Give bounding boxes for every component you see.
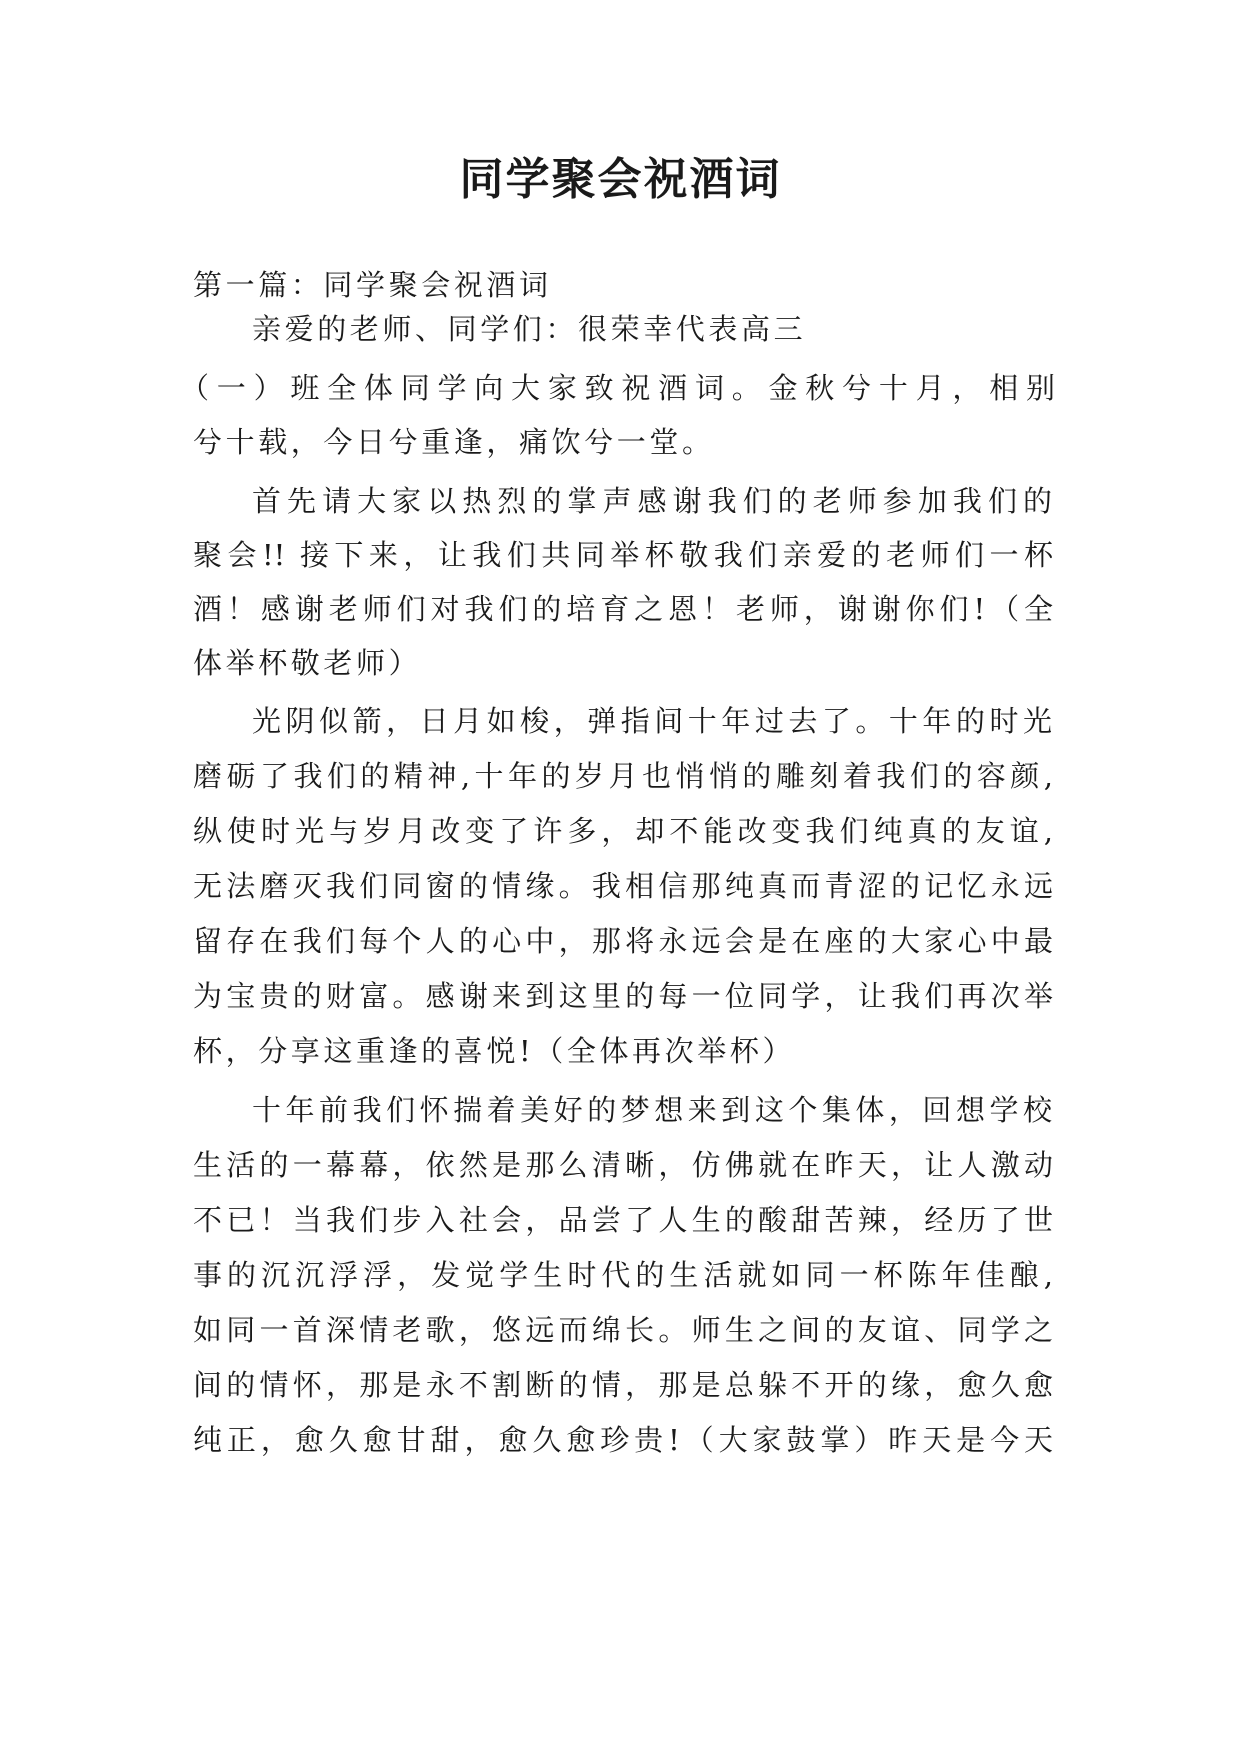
text-line: 事的沉沉浮浮，发觉学生时代的生活就如同一杯陈年佳酿, bbox=[193, 1258, 1053, 1292]
text-line: 无法磨灭我们同窗的情缘。我相信那纯真而青涩的记忆永远 bbox=[193, 869, 1053, 903]
text-line: 不已！当我们步入社会，品尝了人生的酸甜苦辣，经历了世 bbox=[193, 1203, 1053, 1237]
text-line: 留存在我们每个人的心中，那将永远会是在座的大家心中最 bbox=[193, 924, 1053, 958]
text-line: 酒！感谢老师们对我们的培育之恩！老师，谢谢你们!（全 bbox=[193, 592, 1053, 626]
text-line: 间的情怀，那是永不割断的情，那是总躲不开的缘，愈久愈 bbox=[193, 1368, 1053, 1402]
text-line: 杯，分享这重逢的喜悦!（全体再次举杯） bbox=[193, 1034, 796, 1068]
text-line: （一）班全体同学向大家致祝酒词。金秋兮十月，相别 bbox=[180, 371, 1055, 405]
text-line: 体举杯敬老师） bbox=[193, 646, 422, 680]
text-line: 亲爱的老师、同学们：很荣幸代表高三 bbox=[252, 312, 807, 346]
text-line: 兮十载，今日兮重逢，痛饮兮一堂。 bbox=[193, 425, 715, 459]
document-title: 同学聚会祝酒词 bbox=[459, 154, 782, 205]
text-line: 如同一首深情老歌，悠远而绵长。师生之间的友谊、同学之 bbox=[193, 1313, 1053, 1347]
text-line: 光阴似箭，日月如梭，弹指间十年过去了。十年的时光 bbox=[252, 704, 1052, 738]
text-line: 聚会!! 接下来，让我们共同举杯敬我们亲爱的老师们一杯 bbox=[193, 538, 1053, 572]
text-line: 首先请大家以热烈的掌声感谢我们的老师参加我们的 bbox=[252, 484, 1052, 518]
text-line: 生活的一幕幕，依然是那么清晰，仿佛就在昨天，让人激动 bbox=[193, 1148, 1053, 1182]
section-heading: 第一篇：同学聚会祝酒词 bbox=[193, 268, 552, 302]
text-line: 纯正，愈久愈甘甜，愈久愈珍贵!（大家鼓掌）昨天是今天 bbox=[193, 1423, 1053, 1457]
text-line: 纵使时光与岁月改变了许多，却不能改变我们纯真的友谊, bbox=[193, 814, 1053, 848]
text-line: 为宝贵的财富。感谢来到这里的每一位同学，让我们再次举 bbox=[193, 979, 1053, 1013]
text-line: 磨砺了我们的精神,十年的岁月也悄悄的雕刻着我们的容颜, bbox=[193, 759, 1053, 793]
text-line: 十年前我们怀揣着美好的梦想来到这个集体，回想学校 bbox=[252, 1093, 1052, 1127]
